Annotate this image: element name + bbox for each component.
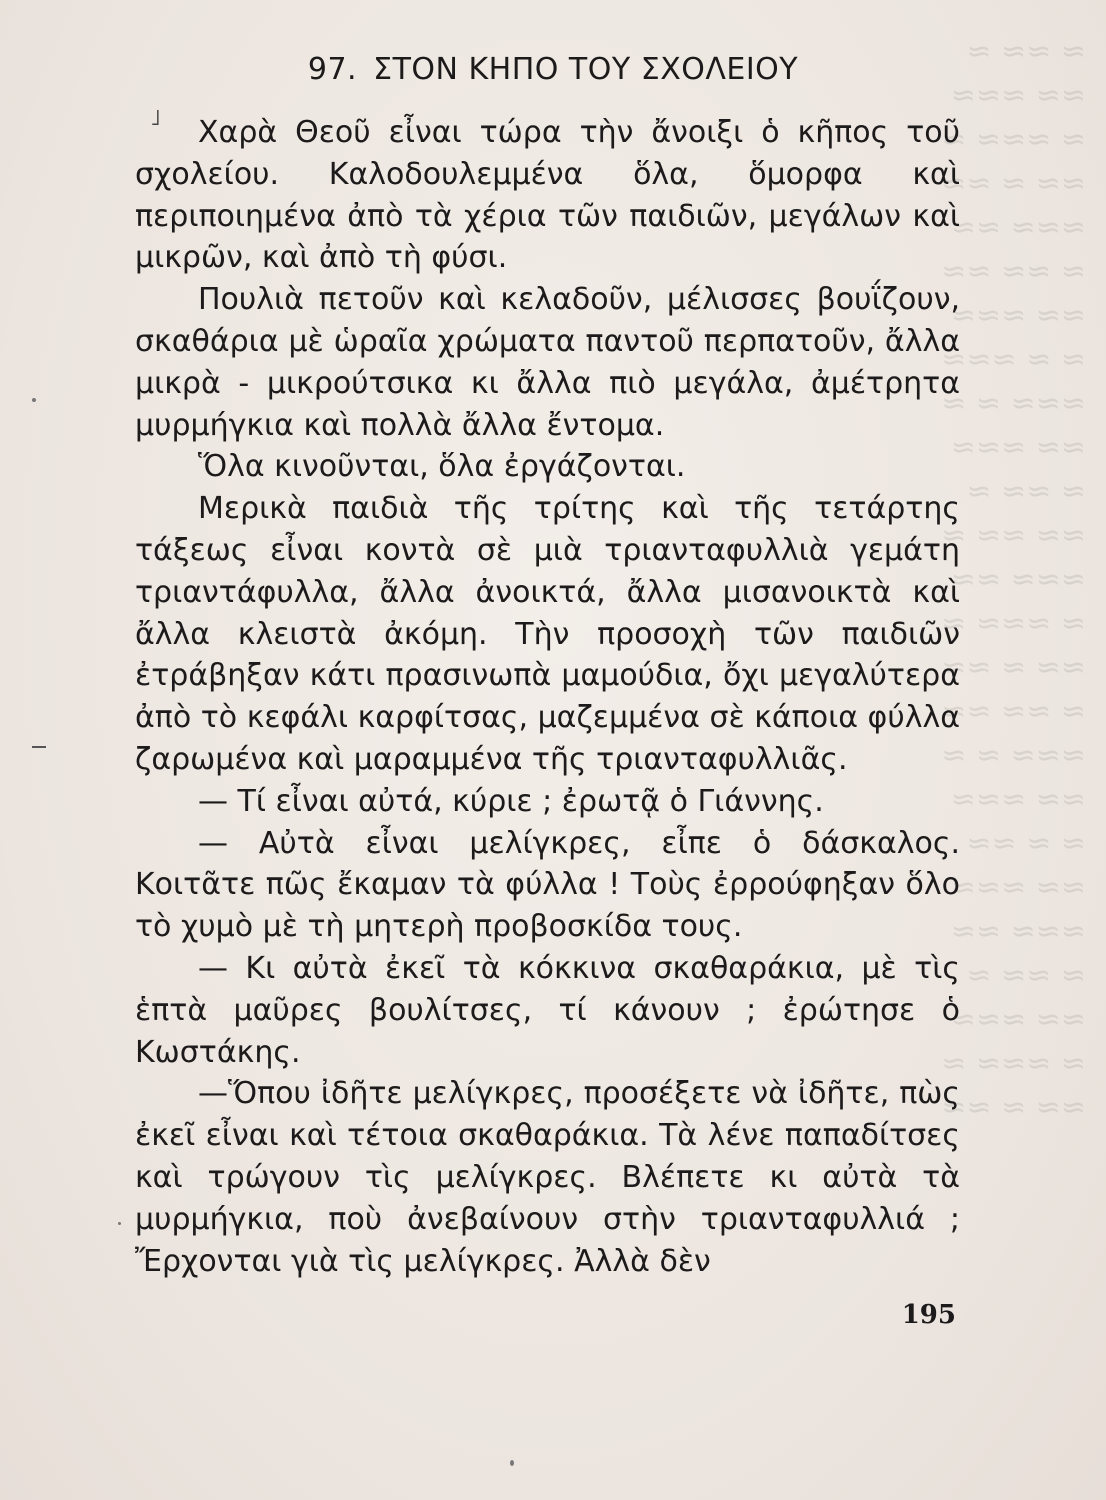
- paragraph: Χαρὰ Θεοῦ εἶναι τώρα τὴν ἄνοιξι ὁ κῆπος τοῦ σχολείου. Καλοδουλεμμένα ὅλα, ὅμορφα καὶ περιποιημένα ἀπὸ τὰ χέρια τῶν παιδιῶν, μεγάλων καὶ μικρῶν, καὶ ἀπὸ τὴ φύσι.: [135, 115, 960, 276]
- paragraph: Ὅλα κινοῦνται, ὅλα ἐργάζονται.: [198, 449, 686, 485]
- paragraph: Μερικὰ παιδιὰ τῆς τρίτης καὶ τῆς τετάρτης τάξεως εἶναι κοντὰ σὲ μιὰ τριανταφυλλιὰ γεμάτη τριαντάφυλλα, ἄλλα ἀνοικτά, ἄλλα μισανοικτὰ καὶ ἄλλα κλειστὰ ἀκόμη. Τὴν προσοχὴ τῶν παιδιῶν ἐτράβηξαν κάτι πρασινωπὰ μαμούδια, ὄχι μεγαλύτερα ἀπὸ τὸ κεφάλι καρφίτσας, μαζεμμένα σὲ κάποια φύλλα ζαρωμένα καὶ μαραμμένα τῆς τριανταφυλλιᾶς.: [135, 491, 960, 777]
- margin-dash-mark: [32, 746, 46, 748]
- show-through-texture: ≈ ≈≈ ≈ ≈≈ ≈≈≈ ≈ ≈≈≈ ≈ ≈≈ ≈ ≈≈ ≈≈≈ ≈≈ ≈ ≈≈ ≈≈ ≈≈ ≈≈≈ ≈ ≈ ≈≈≈ ≈≈≈ ≈ ≈ ≈≈ ≈≈≈ ≈ ≈≈ ≈ ≈≈ ≈≈ ≈ ≈≈≈ ≈≈ ≈ ≈≈≈ ≈ ≈≈ ≈ ≈≈ ≈ ≈≈ ≈≈ ≈≈≈ ≈ ≈ ≈≈ ≈≈≈ ≈ ≈ ≈≈ ≈≈ ≈≈≈ ≈≈≈ ≈≈ ≈ ≈≈ ≈ ≈≈ ≈≈≈ ≈ ≈≈≈ ≈ ≈≈ ≈ ≈≈: [941, 34, 1086, 1125]
- dialogue-paragraph: — Αὐτὰ εἶναι μελίγκρες, εἶπε ὁ δάσκαλος. Κοιτᾶτε πῶς ἔκαμαν τὰ φύλλα ! Τοὺς ἐρρούφηξαν ὅλο τὸ χυμὸ μὲ τὴ μητερὴ προβοσκίδα τους.: [135, 825, 960, 945]
- dialogue-paragraph: — Κι αὐτὰ ἐκεῖ τὰ κόκκινα σκαθαράκια, μὲ τὶς ἑπτὰ μαῦρες βουλίτσες, τί κάνουν ; ἐρώτησε ὁ Κωστάκης.: [135, 950, 960, 1070]
- page-number: 195: [901, 1300, 956, 1330]
- article-body: [135, 112, 960, 1282]
- paper-speck: [510, 1460, 514, 1466]
- dialogue-paragraph: — Τί εἶναι αὐτά, κύριε ; ἐρωτᾷ ὁ Γιάννης.: [198, 783, 824, 819]
- page-heading: [0, 52, 1106, 87]
- section-title: ΣΤΟΝ ΚΗΠΟ ΤΟΥ ΣΧΟΛΕΙΟΥ: [373, 52, 799, 87]
- paper-speck: [32, 398, 36, 402]
- section-number: 97.: [307, 52, 358, 87]
- margin-tick-mark: ˩: [150, 106, 161, 131]
- paragraph: Πουλιὰ πετοῦν καὶ κελαδοῦν, μέλισσες βουΐζουν, σκαθάρια μὲ ὡραῖα χρώματα παντοῦ περπατοῦν, ἄλλα μικρὰ - μικρούτσικα κι ἄλλα πιὸ μεγάλα, ἀμέτρητα μυρμήγκια καὶ πολλὰ ἄλλα ἔντομα.: [135, 282, 960, 443]
- dialogue-paragraph: —Ὅπου ἰδῆτε μελίγκρες, προσέξετε νὰ ἰδῆτε, πὼς ἐκεῖ εἶναι καὶ τέτοια σκαθαράκια. Τὰ λένε παπαδίτσες καὶ τρώγουν τὶς μελίγκρες. Βλέπετε κι αὐτὰ τὰ μυρμήγκια, ποὺ ἀνεβαίνουν στὴν τριανταφυλλιά ; Ἔρχονται γιὰ τὶς μελίγκρες. Ἀλλὰ δὲν: [135, 1076, 960, 1279]
- paper-speck: [118, 1222, 121, 1225]
